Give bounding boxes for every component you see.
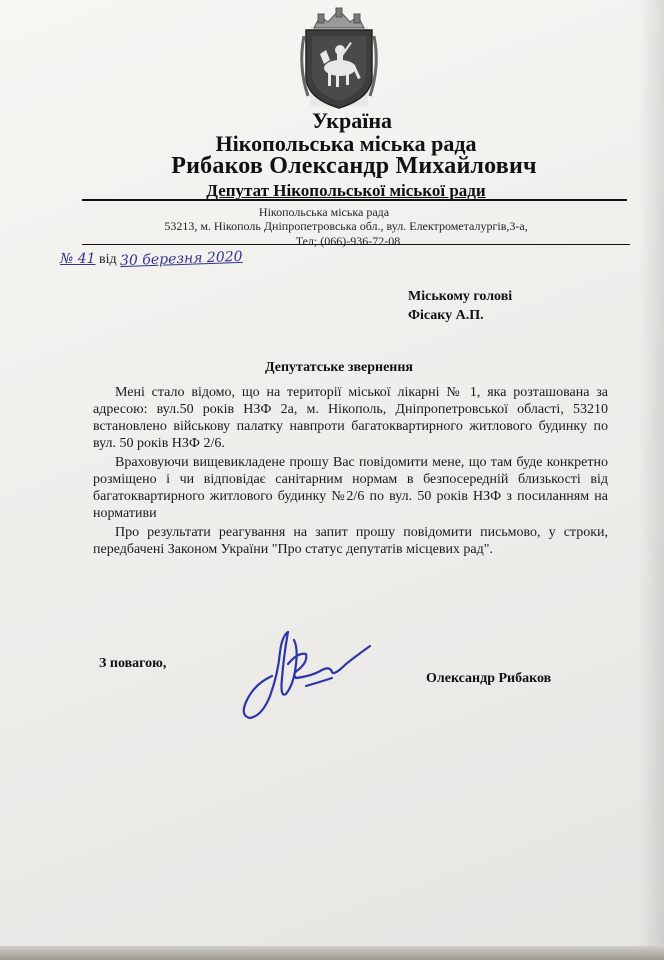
body-paragraph-1: Мені стало відомо, що на території міської лікарні № 1, яка розташована за адресою: вул.50 років НЗФ 2а, м. Нікополь, Дніпропетровської області, 53210 встановлено військову палатку навпроти багатоквартирного житлового будинку по вул. 50 років НЗФ 2/6.	[93, 385, 608, 451]
council-heading: Нікопольська міська рада	[215, 131, 477, 156]
registration-number: № 41	[60, 251, 96, 267]
country-heading: Україна	[311, 108, 393, 133]
page-bottom-edge	[0, 946, 664, 960]
deputy-role-heading: Депутат Нікопольської міської ради	[206, 181, 486, 200]
header-divider-bottom	[82, 244, 630, 245]
addressee-name: Фісаку А.П.	[408, 308, 484, 323]
signature-icon	[236, 624, 376, 724]
document-title: Депутатське звернення	[264, 360, 414, 375]
closing-regards: З повагою,	[99, 656, 167, 671]
registration-line	[60, 248, 243, 270]
addressee-position: Міському голові	[408, 289, 513, 304]
header-divider-top	[82, 199, 627, 201]
addressee-block	[408, 287, 512, 325]
registration-from-label: від	[99, 252, 117, 267]
address-line-2: 53213, м. Нікополь Дніпропетровська обл., вул. Електрометалургів,3-а,	[164, 219, 528, 233]
body-paragraph-2: Враховуючи вищевикладене прошу Вас повідомити мене, що там буде конкретно розміщено і чи відповідає санітарним нормам в безпосередній близькості від багатоквартирного житлового будинку №2/6 по вул. 50 років НЗФ з посиланням на нормативи	[93, 455, 608, 521]
coat-of-arms-icon	[296, 6, 382, 110]
phone-line: Тел; (066)-936-72-08	[295, 234, 401, 248]
body-paragraph-3: Про результати реагування на запит прошу повідомити письмово, у строки, передбачені Законом України "Про статус депутатів місцевих рад".	[93, 525, 608, 557]
signer-name: Олександр Рибаков	[426, 671, 552, 686]
registration-date: 30 березня 2020	[119, 248, 243, 270]
address-line-1: Нікопольська міська рада	[258, 205, 390, 219]
deputy-name-heading: Рибаков Олександр Михайлович	[171, 153, 537, 179]
letter-body	[93, 384, 608, 560]
